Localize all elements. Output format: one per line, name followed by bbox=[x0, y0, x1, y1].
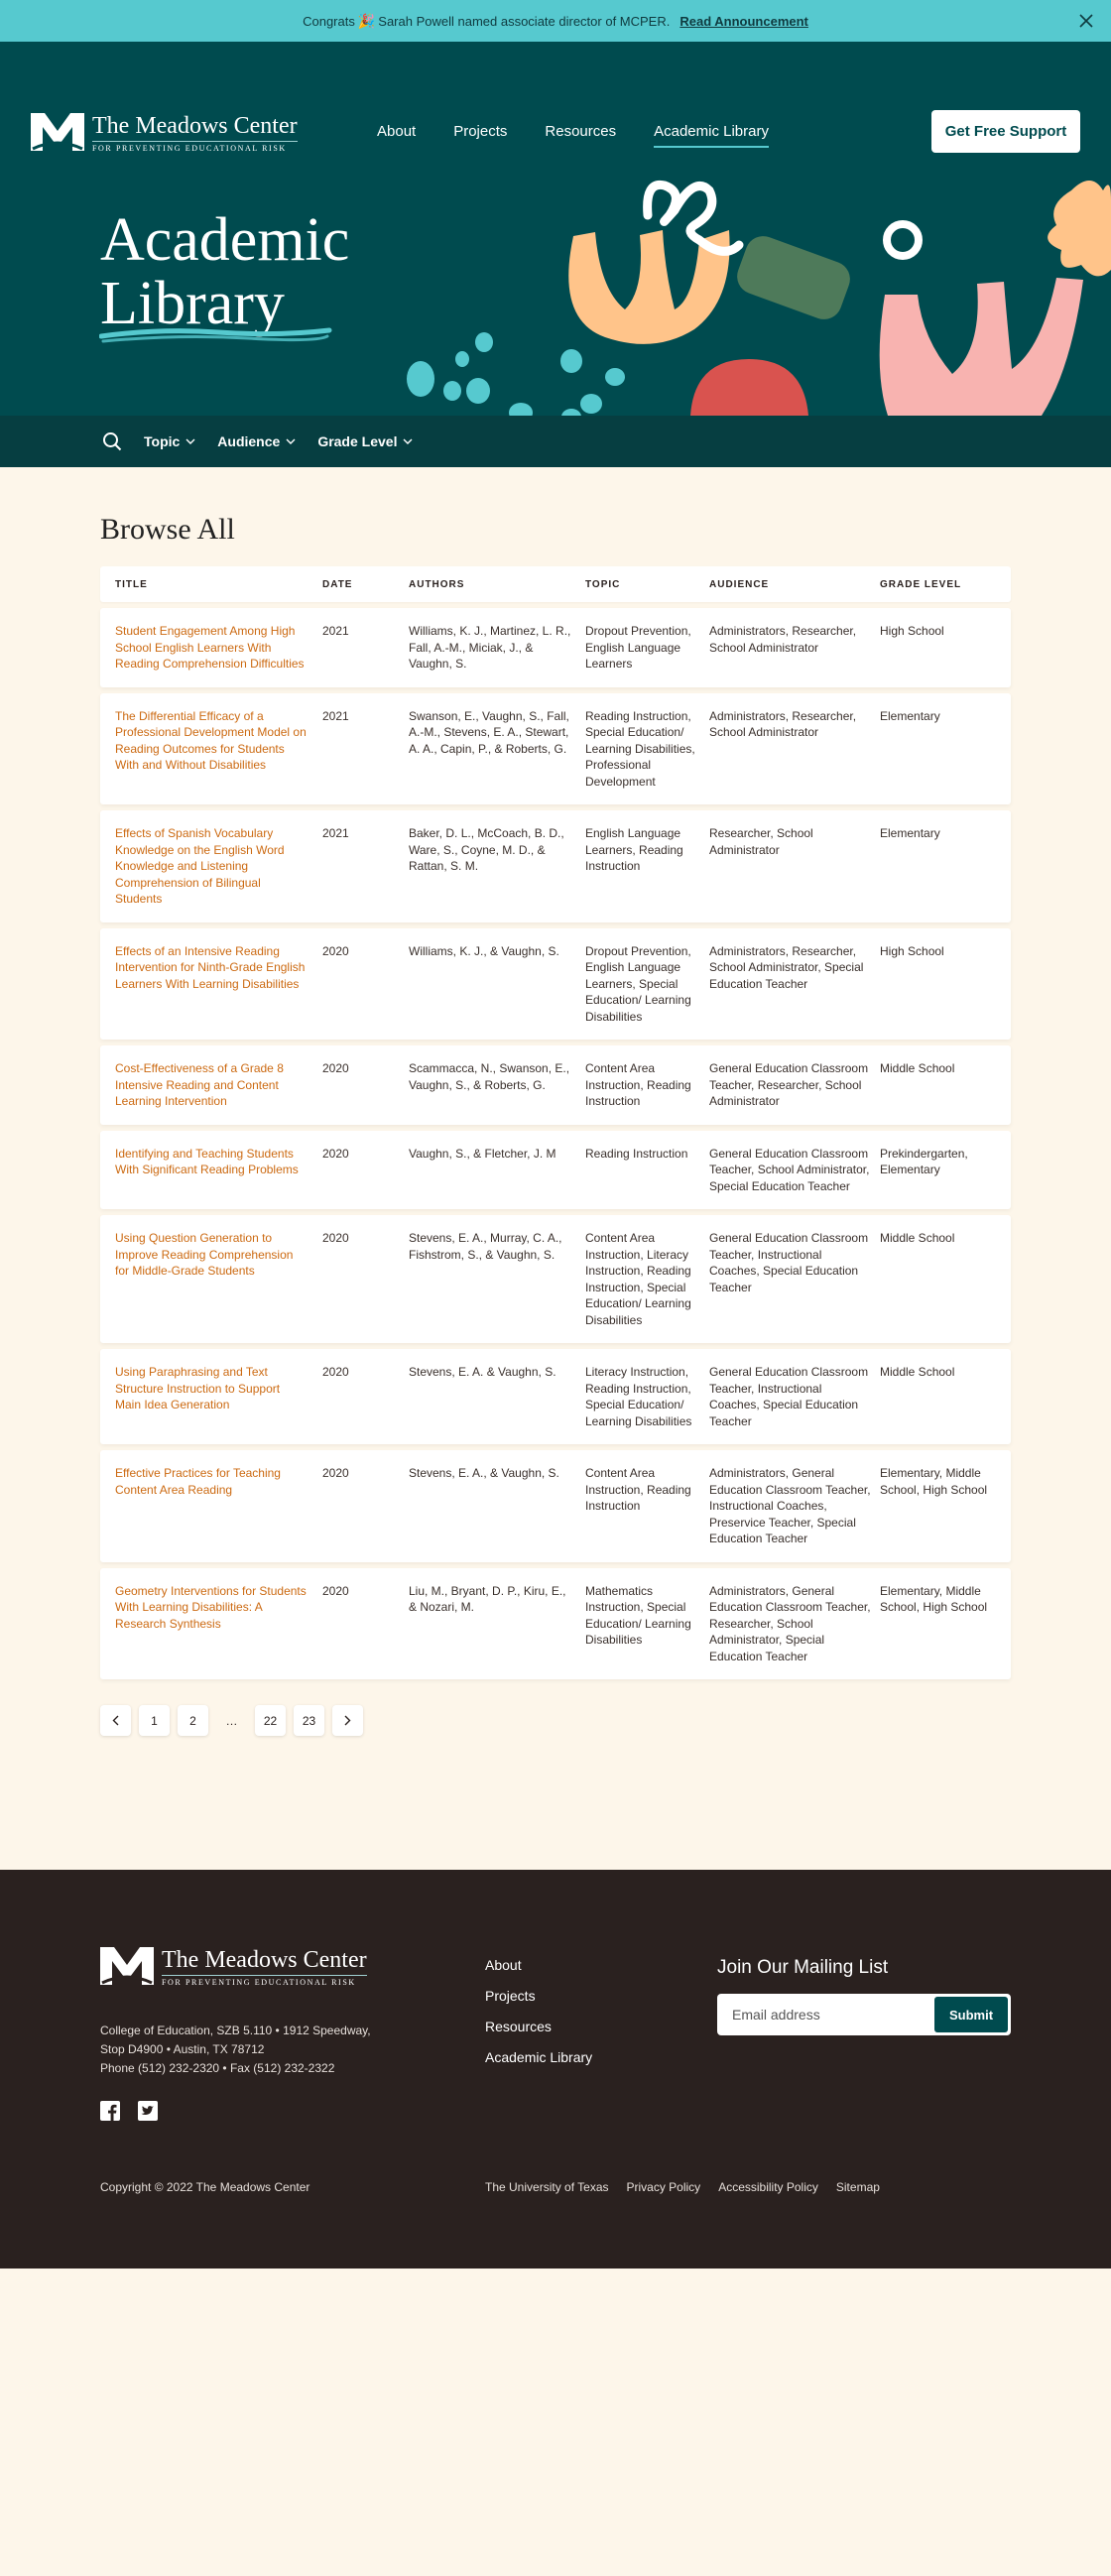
resource-topic: Dropout Prevention, English Language Learners bbox=[585, 624, 691, 671]
nav-academic-library[interactable]: Academic Library bbox=[654, 123, 769, 148]
main-nav bbox=[377, 123, 806, 148]
page-22-button[interactable]: 22 bbox=[255, 1705, 286, 1736]
resource-grade-level: Middle School bbox=[880, 1231, 955, 1245]
footer-brand-name: The Meadows Center bbox=[162, 1947, 367, 1973]
address-line-1: College of Education, SZB 5.110 • 1912 Speedway, bbox=[100, 2024, 371, 2037]
column-header-audience: AUDIENCE bbox=[709, 578, 770, 590]
resource-authors: Baker, D. L., McCoach, B. D., Ware, S., Coyne, M. D., & Rattan, S. M. bbox=[409, 826, 564, 873]
resource-grade-level: Middle School bbox=[880, 1365, 955, 1379]
resource-topic: Dropout Prevention, English Language Learners, Special Education/ Learning Disabilities bbox=[585, 943, 691, 1024]
column-header-date: DATE bbox=[322, 578, 353, 590]
resource-date: 2020 bbox=[322, 1466, 349, 1480]
site-header bbox=[0, 42, 1111, 416]
table-row bbox=[100, 928, 1011, 1041]
resource-topic: English Language Learners, Reading Instruction bbox=[585, 826, 683, 873]
results-list bbox=[100, 608, 1011, 1679]
legal-link-accessibility[interactable]: Accessibility Policy bbox=[718, 2180, 818, 2194]
resource-grade-level: Elementary bbox=[880, 708, 940, 723]
resource-audience: General Education Classroom Teacher, Researcher, School Administrator bbox=[709, 1061, 869, 1108]
copyright: Copyright © 2022 The Meadows Center bbox=[100, 2180, 310, 2194]
resource-audience: General Education Classroom Teacher, Instructional Coaches, Special Education Teacher bbox=[709, 1365, 869, 1428]
resource-authors: Stevens, E. A. & Vaughn, S. bbox=[409, 1365, 556, 1379]
topic-filter[interactable] bbox=[144, 433, 195, 449]
footer-link-projects[interactable]: Projects bbox=[485, 1988, 536, 2004]
chevron-down-icon bbox=[286, 438, 296, 444]
resource-audience: Administrators, Researcher, School Administrator bbox=[709, 624, 857, 655]
resource-topic: Content Area Instruction, Reading Instruction bbox=[585, 1061, 691, 1108]
chevron-left-icon bbox=[112, 1715, 119, 1726]
announcement-bar bbox=[0, 0, 1111, 42]
email-input[interactable] bbox=[717, 1995, 916, 2034]
resource-audience: Administrators, General Education Classroom Teacher, Instructional Coaches, Preservice Teacher, Special Education Teacher bbox=[709, 1466, 871, 1545]
table-row bbox=[100, 1215, 1011, 1343]
resource-audience: General Education Classroom Teacher, Instructional Coaches, Special Education Teacher bbox=[709, 1231, 869, 1294]
resource-authors: Vaughn, S., & Fletcher, J. M bbox=[409, 1146, 556, 1161]
close-icon[interactable] bbox=[1073, 8, 1099, 34]
resource-title-link[interactable]: Using Question Generation to Improve Reading Comprehension for Middle-Grade Students bbox=[115, 1231, 294, 1278]
resource-grade-level: Middle School bbox=[880, 1061, 955, 1075]
read-announcement-link[interactable]: Read Announcement bbox=[679, 13, 808, 29]
browse-heading: Browse All bbox=[100, 513, 235, 546]
resource-date: 2020 bbox=[322, 1146, 349, 1161]
page-title bbox=[100, 208, 349, 335]
facebook-icon[interactable] bbox=[100, 2101, 120, 2121]
brand-name: The Meadows Center bbox=[92, 113, 298, 139]
grade-level-filter-label: Grade Level bbox=[317, 433, 398, 449]
resource-title-link[interactable]: Effects of an Intensive Reading Intervention for Ninth-Grade English Learners With Learning Disabilities bbox=[115, 943, 306, 991]
table-header bbox=[100, 566, 1011, 602]
previous-page-button[interactable] bbox=[100, 1705, 131, 1736]
legal-link-sitemap[interactable]: Sitemap bbox=[835, 2180, 880, 2194]
nav-resources[interactable]: Resources bbox=[545, 123, 617, 140]
resource-title-link[interactable]: The Differential Efficacy of a Professional Development Model on Reading Outcomes for Students With and Without Disabilities bbox=[115, 708, 307, 772]
get-free-support-button[interactable]: Get Free Support bbox=[931, 110, 1080, 153]
audience-filter-label: Audience bbox=[217, 433, 281, 449]
resource-audience: Administrators, Researcher, School Administrator bbox=[709, 708, 857, 739]
footer-logo[interactable] bbox=[100, 1947, 367, 1987]
nav-projects[interactable]: Projects bbox=[453, 123, 508, 140]
page-23-button[interactable]: 23 bbox=[294, 1705, 324, 1736]
page-title-line2: Library bbox=[100, 270, 285, 337]
resource-date: 2021 bbox=[322, 826, 349, 840]
resource-date: 2020 bbox=[322, 1061, 349, 1075]
page-title-line1: Academic bbox=[100, 206, 350, 274]
table-row bbox=[100, 1568, 1011, 1680]
resource-date: 2020 bbox=[322, 1583, 349, 1598]
footer-brand-tagline: FOR PREVENTING EDUCATIONAL RISK bbox=[162, 1975, 367, 1987]
resource-topic: Content Area Instruction, Literacy Instruction, Reading Instruction, Special Education/ Learning Disabilities bbox=[585, 1231, 691, 1327]
resource-authors: Williams, K. J., Martinez, L. R., Fall, A.-M., Miciak, J., & Vaughn, S. bbox=[409, 624, 571, 671]
table-row bbox=[100, 693, 1011, 805]
resource-authors: Swanson, E., Vaughn, S., Fall, A.-M., Stevens, E. A., Stewart, A. A., Capin, P., & Roberts, G. bbox=[409, 708, 569, 756]
submit-button[interactable]: Submit bbox=[934, 1997, 1008, 2032]
legal-links bbox=[485, 2180, 880, 2194]
table-row bbox=[100, 1450, 1011, 1562]
resource-date: 2020 bbox=[322, 1365, 349, 1379]
resource-title-link[interactable]: Cost-Effectiveness of a Grade 8 Intensive Reading and Content Learning Intervention bbox=[115, 1061, 284, 1108]
mailing-list bbox=[717, 1957, 1011, 2035]
table-row bbox=[100, 810, 1011, 922]
resource-grade-level: Elementary bbox=[880, 826, 940, 840]
table-row bbox=[100, 1131, 1011, 1210]
resource-date: 2020 bbox=[322, 1231, 349, 1245]
meadows-m-icon bbox=[100, 1947, 154, 1985]
twitter-icon[interactable] bbox=[138, 2101, 158, 2121]
chevron-down-icon bbox=[185, 438, 195, 444]
resource-topic: Reading Instruction bbox=[585, 1146, 688, 1161]
resource-audience: Administrators, General Education Classroom Teacher, Researcher, School Administrator, Special Education Teacher bbox=[709, 1583, 871, 1663]
resource-audience: Researcher, School Administrator bbox=[709, 826, 813, 857]
audience-filter[interactable] bbox=[217, 433, 296, 449]
footer-link-academic-library[interactable]: Academic Library bbox=[485, 2049, 593, 2065]
resource-topic: Reading Instruction, Special Education/ Learning Disabilities, Professional Development bbox=[585, 708, 695, 789]
resource-title-link[interactable]: Using Paraphrasing and Text Structure Instruction to Support Main Idea Generation bbox=[115, 1365, 281, 1411]
column-header-topic: TOPIC bbox=[585, 578, 621, 590]
footer-link-resources[interactable]: Resources bbox=[485, 2019, 552, 2034]
mailing-list-form bbox=[717, 1994, 1011, 2035]
announcement-message: Sarah Powell named associate director of MCPER. bbox=[378, 13, 671, 29]
pagination bbox=[100, 1705, 1011, 1736]
resource-topic: Literacy Instruction, Reading Instruction, Special Education/ Learning Disabilities bbox=[585, 1365, 692, 1428]
resource-grade-level: Elementary, Middle School, High School bbox=[880, 1466, 988, 1497]
table-row bbox=[100, 608, 1011, 687]
resource-title-link[interactable]: Effective Practices for Teaching Content Area Reading bbox=[115, 1466, 281, 1497]
resource-grade-level: High School bbox=[880, 943, 944, 958]
resource-topic: Mathematics Instruction, Special Education/ Learning Disabilities bbox=[585, 1583, 691, 1647]
resource-title-link[interactable]: Student Engagement Among High School English Learners With Reading Comprehension Difficulties bbox=[115, 624, 305, 671]
site-logo[interactable] bbox=[31, 113, 298, 153]
table-row bbox=[100, 1349, 1011, 1444]
resource-date: 2021 bbox=[322, 624, 349, 638]
table-row bbox=[100, 1045, 1011, 1125]
column-header-authors: AUTHORS bbox=[409, 578, 465, 590]
resource-authors: Liu, M., Bryant, D. P., Kiru, E., & Nozari, M. bbox=[409, 1583, 566, 1614]
announcement-prefix: Congrats bbox=[303, 13, 355, 29]
meadows-m-icon bbox=[31, 113, 84, 151]
chevron-down-icon bbox=[403, 438, 413, 444]
brand-tagline: FOR PREVENTING EDUCATIONAL RISK bbox=[92, 141, 298, 153]
social-links bbox=[100, 2101, 158, 2121]
hero-decorative-art bbox=[397, 171, 1111, 416]
pagination-ellipsis: … bbox=[225, 1713, 238, 1728]
resource-topic: Content Area Instruction, Reading Instruction bbox=[585, 1466, 691, 1513]
resource-date: 2021 bbox=[322, 708, 349, 723]
resource-grade-level: Prekindergarten, Elementary bbox=[880, 1146, 968, 1176]
resource-audience: Administrators, Researcher, School Administrator, Special Education Teacher bbox=[709, 943, 864, 991]
legal-link-privacy[interactable]: Privacy Policy bbox=[626, 2180, 701, 2194]
footer-address bbox=[100, 2022, 371, 2078]
brush-underline-graphic bbox=[99, 324, 332, 346]
footer-link-about[interactable]: About bbox=[485, 1957, 522, 1973]
resource-title-link[interactable]: Effects of Spanish Vocabulary Knowledge on the English Word Knowledge and Listening Comprehension of Bilingual Students bbox=[115, 826, 285, 906]
column-header-grade-level: GRADE LEVEL bbox=[880, 578, 962, 590]
resource-title-link[interactable]: Geometry Interventions for Students With Learning Disabilities: A Research Synthesis bbox=[115, 1583, 307, 1631]
address-line-2: Stop D4900 • Austin, TX 78712 bbox=[100, 2042, 265, 2056]
resource-grade-level: Elementary, Middle School, High School bbox=[880, 1583, 988, 1614]
topic-filter-label: Topic bbox=[144, 433, 181, 449]
footer-nav bbox=[485, 1957, 592, 2065]
resource-date: 2020 bbox=[322, 943, 349, 958]
chevron-right-icon bbox=[344, 1715, 351, 1726]
resource-authors: Williams, K. J., & Vaughn, S. bbox=[409, 943, 559, 958]
legal-link-ut[interactable]: The University of Texas bbox=[485, 2180, 609, 2194]
resource-audience: General Education Classroom Teacher, School Administrator, Special Education Teacher bbox=[709, 1146, 870, 1193]
resource-authors: Stevens, E. A., Murray, C. A., Fishstrom, S., & Vaughn, S. bbox=[409, 1231, 562, 1262]
nav-about[interactable]: About bbox=[377, 123, 417, 140]
resource-title-link[interactable]: Identifying and Teaching Students With Significant Reading Problems bbox=[115, 1146, 299, 1176]
page-1-button[interactable]: 1 bbox=[139, 1705, 170, 1736]
resource-grade-level: High School bbox=[880, 624, 944, 638]
column-header-title: TITLE bbox=[115, 578, 148, 590]
next-page-button[interactable] bbox=[332, 1705, 363, 1736]
grade-level-filter[interactable] bbox=[317, 433, 413, 449]
filter-bar bbox=[0, 416, 1111, 467]
party-icon: 🎉 bbox=[357, 12, 376, 29]
phone-fax: Phone (512) 232-2320 • Fax (512) 232-2322 bbox=[100, 2061, 335, 2075]
site-footer bbox=[0, 1870, 1111, 2269]
page-2-button[interactable]: 2 bbox=[178, 1705, 208, 1736]
resource-authors: Scammacca, N., Swanson, E., Vaughn, S., & Roberts, G. bbox=[409, 1061, 570, 1092]
main-content bbox=[0, 467, 1111, 1736]
resource-authors: Stevens, E. A., & Vaughn, S. bbox=[409, 1466, 559, 1480]
mailing-list-title: Join Our Mailing List bbox=[717, 1957, 889, 1978]
search-icon[interactable] bbox=[102, 431, 122, 451]
